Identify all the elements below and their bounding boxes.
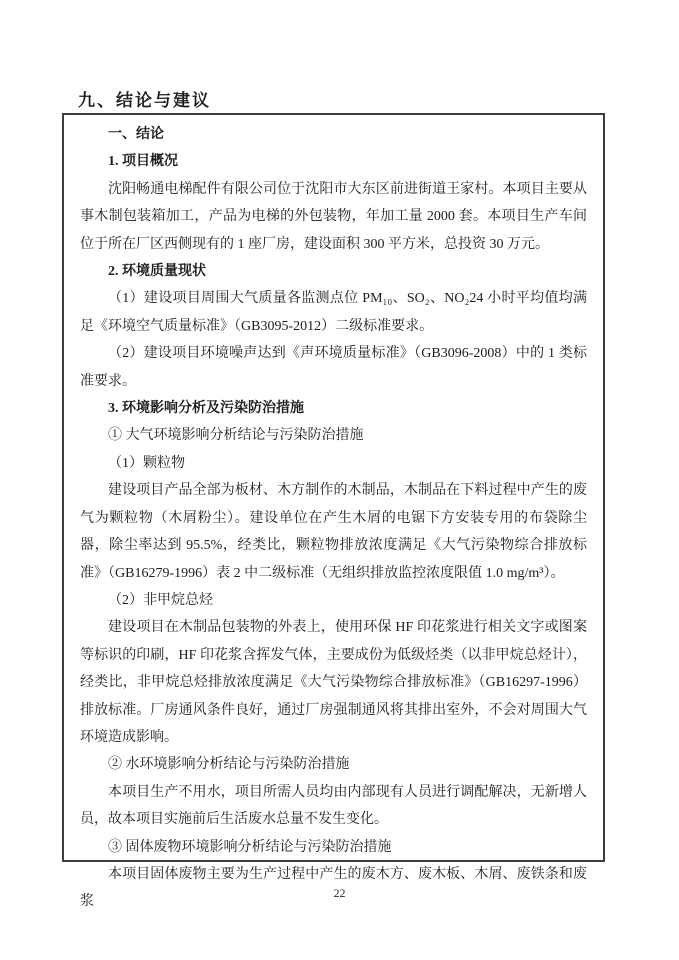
para-noise-quality: （2）建设项目环境噪声达到《声环境质量标准》（GB3096-2008）中的 1 类标准要求。: [80, 346, 587, 389]
heading-env-quality-status: 2. 环境质量现状: [108, 264, 206, 280]
subheading-particulates: （1）颗粒物: [108, 455, 185, 471]
para-particulates: 建设项目产品全部为板材、木方制作的木制品，木制品在下料过程中产生的废气为颗粒物（木屑粉尘）。建设单位在产生木屑的电锯下方安装专用的布袋除尘器，除尘率达到 95.5%，经类比，颗粒物排放浓度满足《大气污染物综合排放标准》（GB16279-1996）表 2 中二级标准（无组织排放监控浓度限值 1.0 mg/m³）。: [80, 483, 587, 581]
para-air-quality: （1）建设项目周围大气质量各监测点位 PM₁₀、SO₂、NO₂24 小时平均值均满足《环境空气质量标准》（GB3095-2012）二级标准要求。: [80, 291, 587, 334]
subheading-air-impact: ① 大气环境影响分析结论与污染防治措施: [108, 428, 364, 444]
para-water-impact: 本项目生产不用水，项目所需人员均由内部现有人员进行调配解决，无新增人员，故本项目实施前后生活废水总量不发生变化。: [80, 784, 587, 828]
para-solid-waste: 本项目固体废物主要为生产过程中产生的废木方、废木板、木屑、废铁条和废浆: [80, 866, 587, 910]
subheading-water-impact: ② 水环境影响分析结论与污染防治措施: [108, 757, 350, 773]
conclusion-content-box: [62, 113, 605, 910]
page-title: 九、结论与建议: [78, 91, 211, 110]
subheading-nmhc: （2）非甲烷总烃: [108, 592, 213, 608]
heading-conclusion: 一、结论: [108, 127, 164, 142]
heading-project-overview: 1. 项目概况: [108, 154, 178, 170]
page-number: 22: [333, 886, 346, 900]
para-nmhc: 建设项目在木制品包装物的外表上，使用环保 HF 印花浆进行相关文字或图案等标识的印刷，HF 印花浆含挥发气体，主要成份为低级烃类（以非甲烷总烃计），经类比，非甲烷总烃排放浓度满足《大气污染物综合排放标准》（GB16297-1996）排放标准。厂房通风条件良好，通过厂房强制通风将其排出室外，不会对周围大气环境造成影响。: [80, 620, 587, 745]
para-project-overview: 沈阳畅通电梯配件有限公司位于沈阳市大东区前进街道王家村。本项目主要从事木制包装箱加工，产品为电梯的外包装物，年加工量 2000 套。本项目生产车间位于所在厂区西侧现有的 1 座厂房，建设面积 300 平方米，总投资 30 万元。: [80, 181, 587, 252]
subheading-solid-waste-impact: ③ 固体废物环境影响分析结论与污染防治措施: [108, 839, 392, 855]
heading-impact-analysis: 3. 环境影响分析及污染防治措施: [108, 401, 304, 417]
